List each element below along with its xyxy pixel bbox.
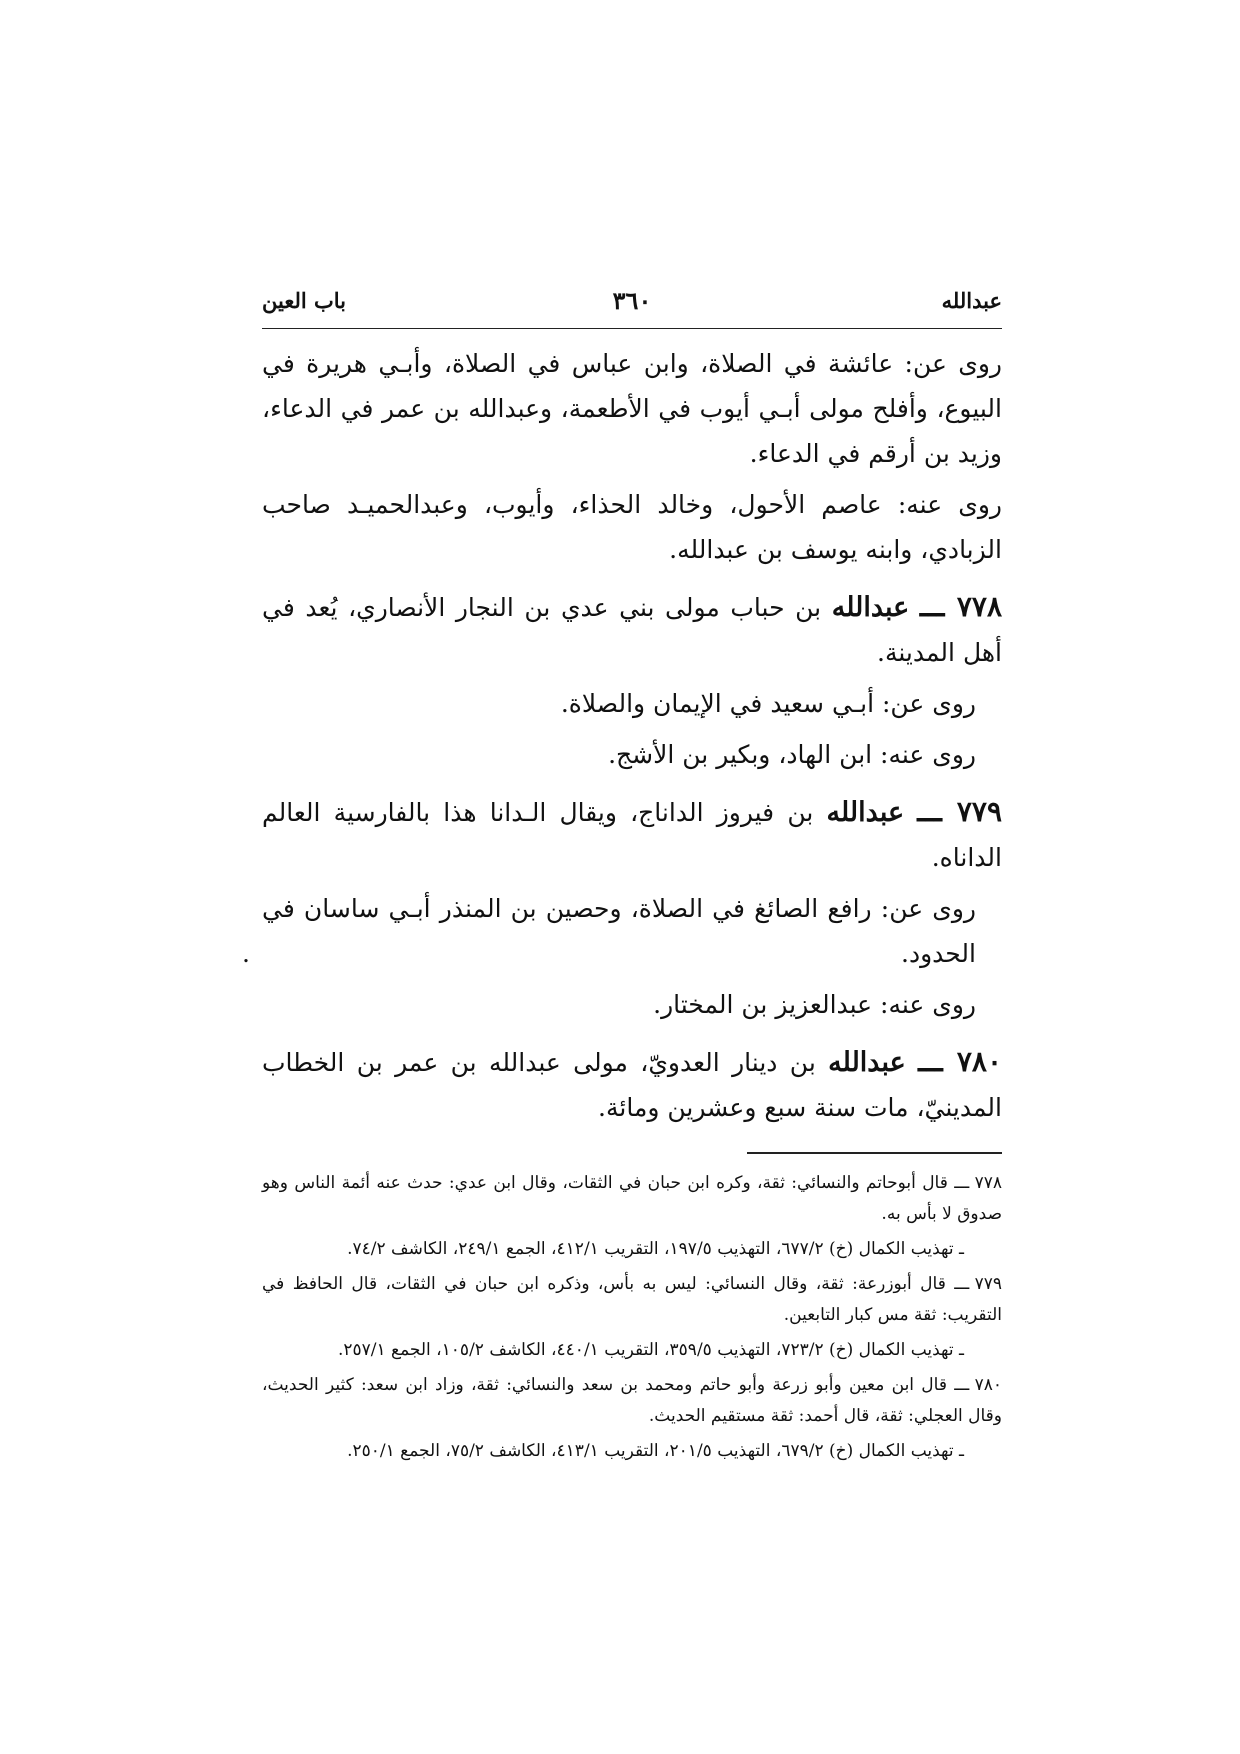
footnote-778 <box>262 1168 1002 1230</box>
footnotes <box>262 1168 1002 1467</box>
entry-778-narrated-from: روى عن: أبـي سعيد في الإيمان والصلاة. <box>560 689 976 718</box>
footnote-number: ٧٨٠ ـــ <box>954 1375 1003 1395</box>
page-number: ٣٦٠ <box>612 286 652 315</box>
entry-778-narrated-by: روى عنه: ابن الهاد، وبكير بن الأشج. <box>608 740 976 769</box>
main-text <box>242 341 1003 1130</box>
entry-name: عبدالله <box>826 797 905 828</box>
footnote-separator <box>747 1152 1002 1154</box>
entry-name: عبدالله <box>831 592 910 623</box>
running-header <box>262 282 1002 329</box>
entry-number: ٧٧٩ ـــ <box>917 795 1002 828</box>
entry-text: بن دينار العدويّ، مولى عبدالله بن عمر بن الخطاب المدينيّ، مات سنة سبع وعشرين ومائة. <box>262 1048 1002 1122</box>
header-entry-name: عبدالله <box>941 288 1002 313</box>
margin-mark: . <box>242 939 250 968</box>
narrated-from-paragraph: روى عن: عائشة في الصلاة، وابن عباس في الصلاة، وأبـي هريرة في البيوع، وأفلح مولى أبـي أيوب في الأطعمة، وعبدالله بن عمر في الدعاء، وزيد بن أرقم في الدعاء. <box>262 349 1002 468</box>
footnote-text: قال أبوزرعة: ثقة، وقال النسائي: ليس به بأس، وذكره ابن حبان في الثقات، قال الحافظ في التقريب: ثقة مس كبار التابعين. <box>262 1274 1002 1325</box>
footnote-780-references: ـ تهذيب الكمال (خ) ٦٧٩/٢، التهذيب ٢٠١/٥، التقريب ٤١٣/١، الكاشف ٧٥/٢، الجمع ٢٥٠/١. <box>347 1441 964 1461</box>
footnote-778-references: ـ تهذيب الكمال (خ) ٦٧٧/٢، التهذيب ١٩٧/٥، التقريب ٤١٢/١، الجمع ٢٤٩/١، الكاشف ٧٤/٢. <box>347 1239 964 1259</box>
entry-name: عبدالله <box>828 1047 906 1078</box>
narrated-by-paragraph: روى عنه: عاصم الأحول، وخالد الحذاء، وأيوب، وعبدالحميـد صاحب الزبادي، وابنه يوسف بن عبدالله. <box>262 490 1002 564</box>
entry-779-narrated-from-text: روى عن: رافع الصائغ في الصلاة، وحصين بن المنذر أبـي ساسان في الحدود. <box>262 894 976 968</box>
footnote-number: ٧٧٨ ـــ <box>954 1173 1002 1193</box>
footnote-780 <box>262 1370 1002 1432</box>
footnote-779-references: ـ تهذيب الكمال (خ) ٧٢٣/٢، التهذيب ٣٥٩/٥، التقريب ٤٤٠/١، الكاشف ١٠٥/٢، الجمع ٢٥٧/١. <box>337 1340 964 1360</box>
entry-779-narrated-from <box>242 886 1002 976</box>
footnote-text: قال ابن معين وأبو زرعة وأبو حاتم ومحمد بن سعد والنسائي: ثقة، وزاد ابن سعد: كثير الحديث، وقال العجلي: ثقة، قال أحمد: ثقة مستقيم الحديث. <box>262 1375 1002 1426</box>
footnote-text: قال أبوحاتم والنسائي: ثقة، وكره ابن حبان في الثقات، وقال ابن عدي: حدث عنه أئمة الناس وهو صدوق لا بأس به. <box>262 1173 1002 1224</box>
entry-778 <box>262 584 1002 675</box>
entry-text: بن حباب مولى بني عدي بن النجار الأنصاري، يُعد في أهل المدينة. <box>262 593 1002 667</box>
entry-text: بن فيروز الداناج، ويقال الـدانا هذا بالفارسية العالم الداناه. <box>262 798 1002 872</box>
header-chapter-title: باب العين <box>262 288 347 313</box>
entry-779-narrated-by: روى عنه: عبدالعزيز بن المختار. <box>653 990 976 1019</box>
entry-number: ٧٨٠ ـــ <box>918 1045 1003 1078</box>
entry-780 <box>262 1039 1002 1130</box>
footnote-number: ٧٧٩ ـــ <box>954 1274 1002 1294</box>
entry-779 <box>262 789 1002 880</box>
footnote-779 <box>262 1269 1002 1331</box>
entry-number: ٧٧٨ ـــ <box>919 590 1003 623</box>
book-page <box>242 282 1003 1471</box>
